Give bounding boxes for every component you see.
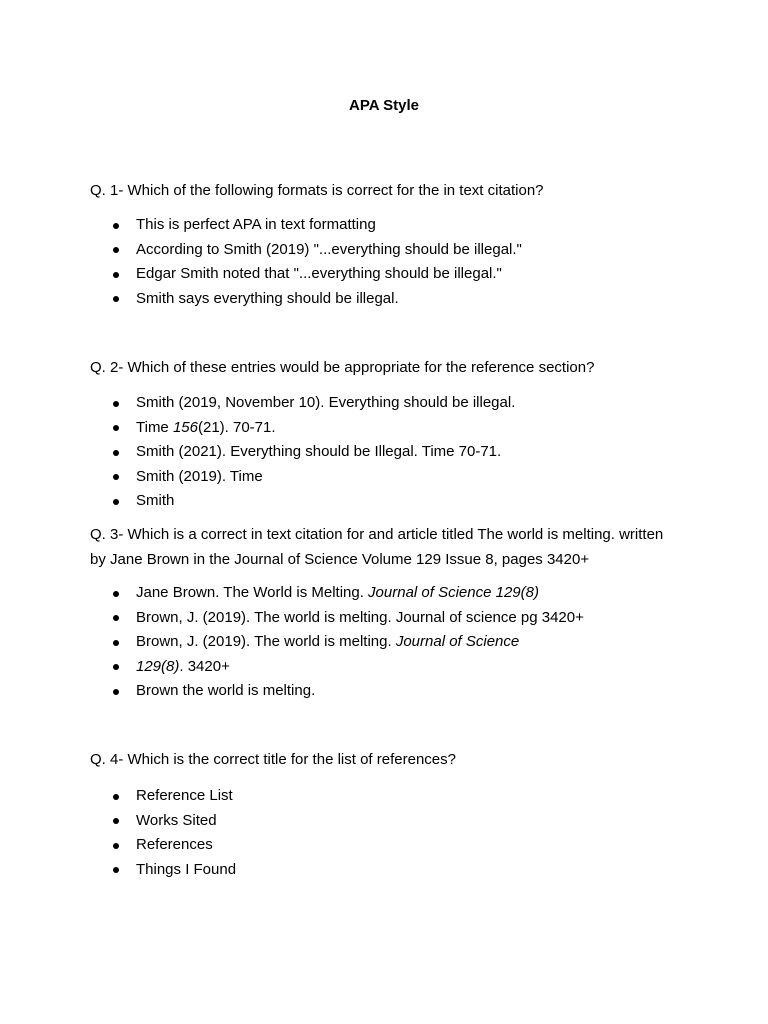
- question-1-text: Q. 1- Which of the following formats is correct for the in text citation?: [90, 182, 544, 199]
- option-italic-text: Journal of Science: [395, 633, 520, 650]
- option-italic-text: Journal of Science 129(8): [368, 584, 539, 601]
- list-item: [110, 581, 584, 606]
- page-title: APA Style: [348, 97, 420, 114]
- list-item: References: [110, 833, 236, 858]
- option-text: . 3420+: [179, 657, 230, 675]
- list-item: [110, 630, 584, 655]
- option-italic-text: 129(8): [136, 657, 180, 675]
- list-item: Brown the world is melting.: [110, 679, 584, 704]
- list-item: Works Sited: [110, 809, 236, 834]
- question-4-text: Q. 4- Which is the correct title for the list of references?: [90, 751, 456, 768]
- question-3-text: Q. 3- Which is a correct in text citation for and article titled The world is melting. written by Jane Brown in the Journal of Science Volume 129 Issue 8, pages 3420+: [90, 526, 664, 568]
- list-item: Things I Found: [110, 858, 236, 883]
- list-item: Brown, J. (2019). The world is melting. Journal of science pg 3420+: [110, 606, 584, 631]
- list-item: Smith (2021). Everything should be Illegal. Time 70-71.: [110, 440, 515, 465]
- question-3-options: [110, 581, 584, 704]
- list-item: Edgar Smith noted that "...everything should be illegal.": [110, 262, 522, 287]
- option-italic-text: 156: [172, 418, 198, 436]
- list-item: Smith (2019, November 10). Everything should be illegal.: [110, 391, 515, 416]
- question-4-options: [110, 784, 236, 882]
- list-item: Reference List: [110, 784, 236, 809]
- option-text: Brown, J. (2019). The world is melting.: [136, 633, 396, 650]
- list-item: [110, 655, 584, 680]
- question-2-text: Q. 2- Which of these entries would be appropriate for the reference section?: [90, 359, 595, 376]
- question-1-options: [110, 213, 522, 311]
- list-item: According to Smith (2019) "...everything should be illegal.": [110, 238, 522, 263]
- list-item: Smith: [110, 489, 515, 514]
- option-text: (21). 70-71.: [197, 418, 276, 436]
- list-item: Smith says everything should be illegal.: [110, 287, 522, 312]
- option-text: Time: [136, 418, 173, 436]
- list-item: This is perfect APA in text formatting: [110, 213, 522, 238]
- list-item: [110, 416, 515, 441]
- list-item: Smith (2019). Time: [110, 465, 515, 490]
- question-2-options: [110, 391, 515, 514]
- option-text: Jane Brown. The World is Melting.: [136, 584, 369, 601]
